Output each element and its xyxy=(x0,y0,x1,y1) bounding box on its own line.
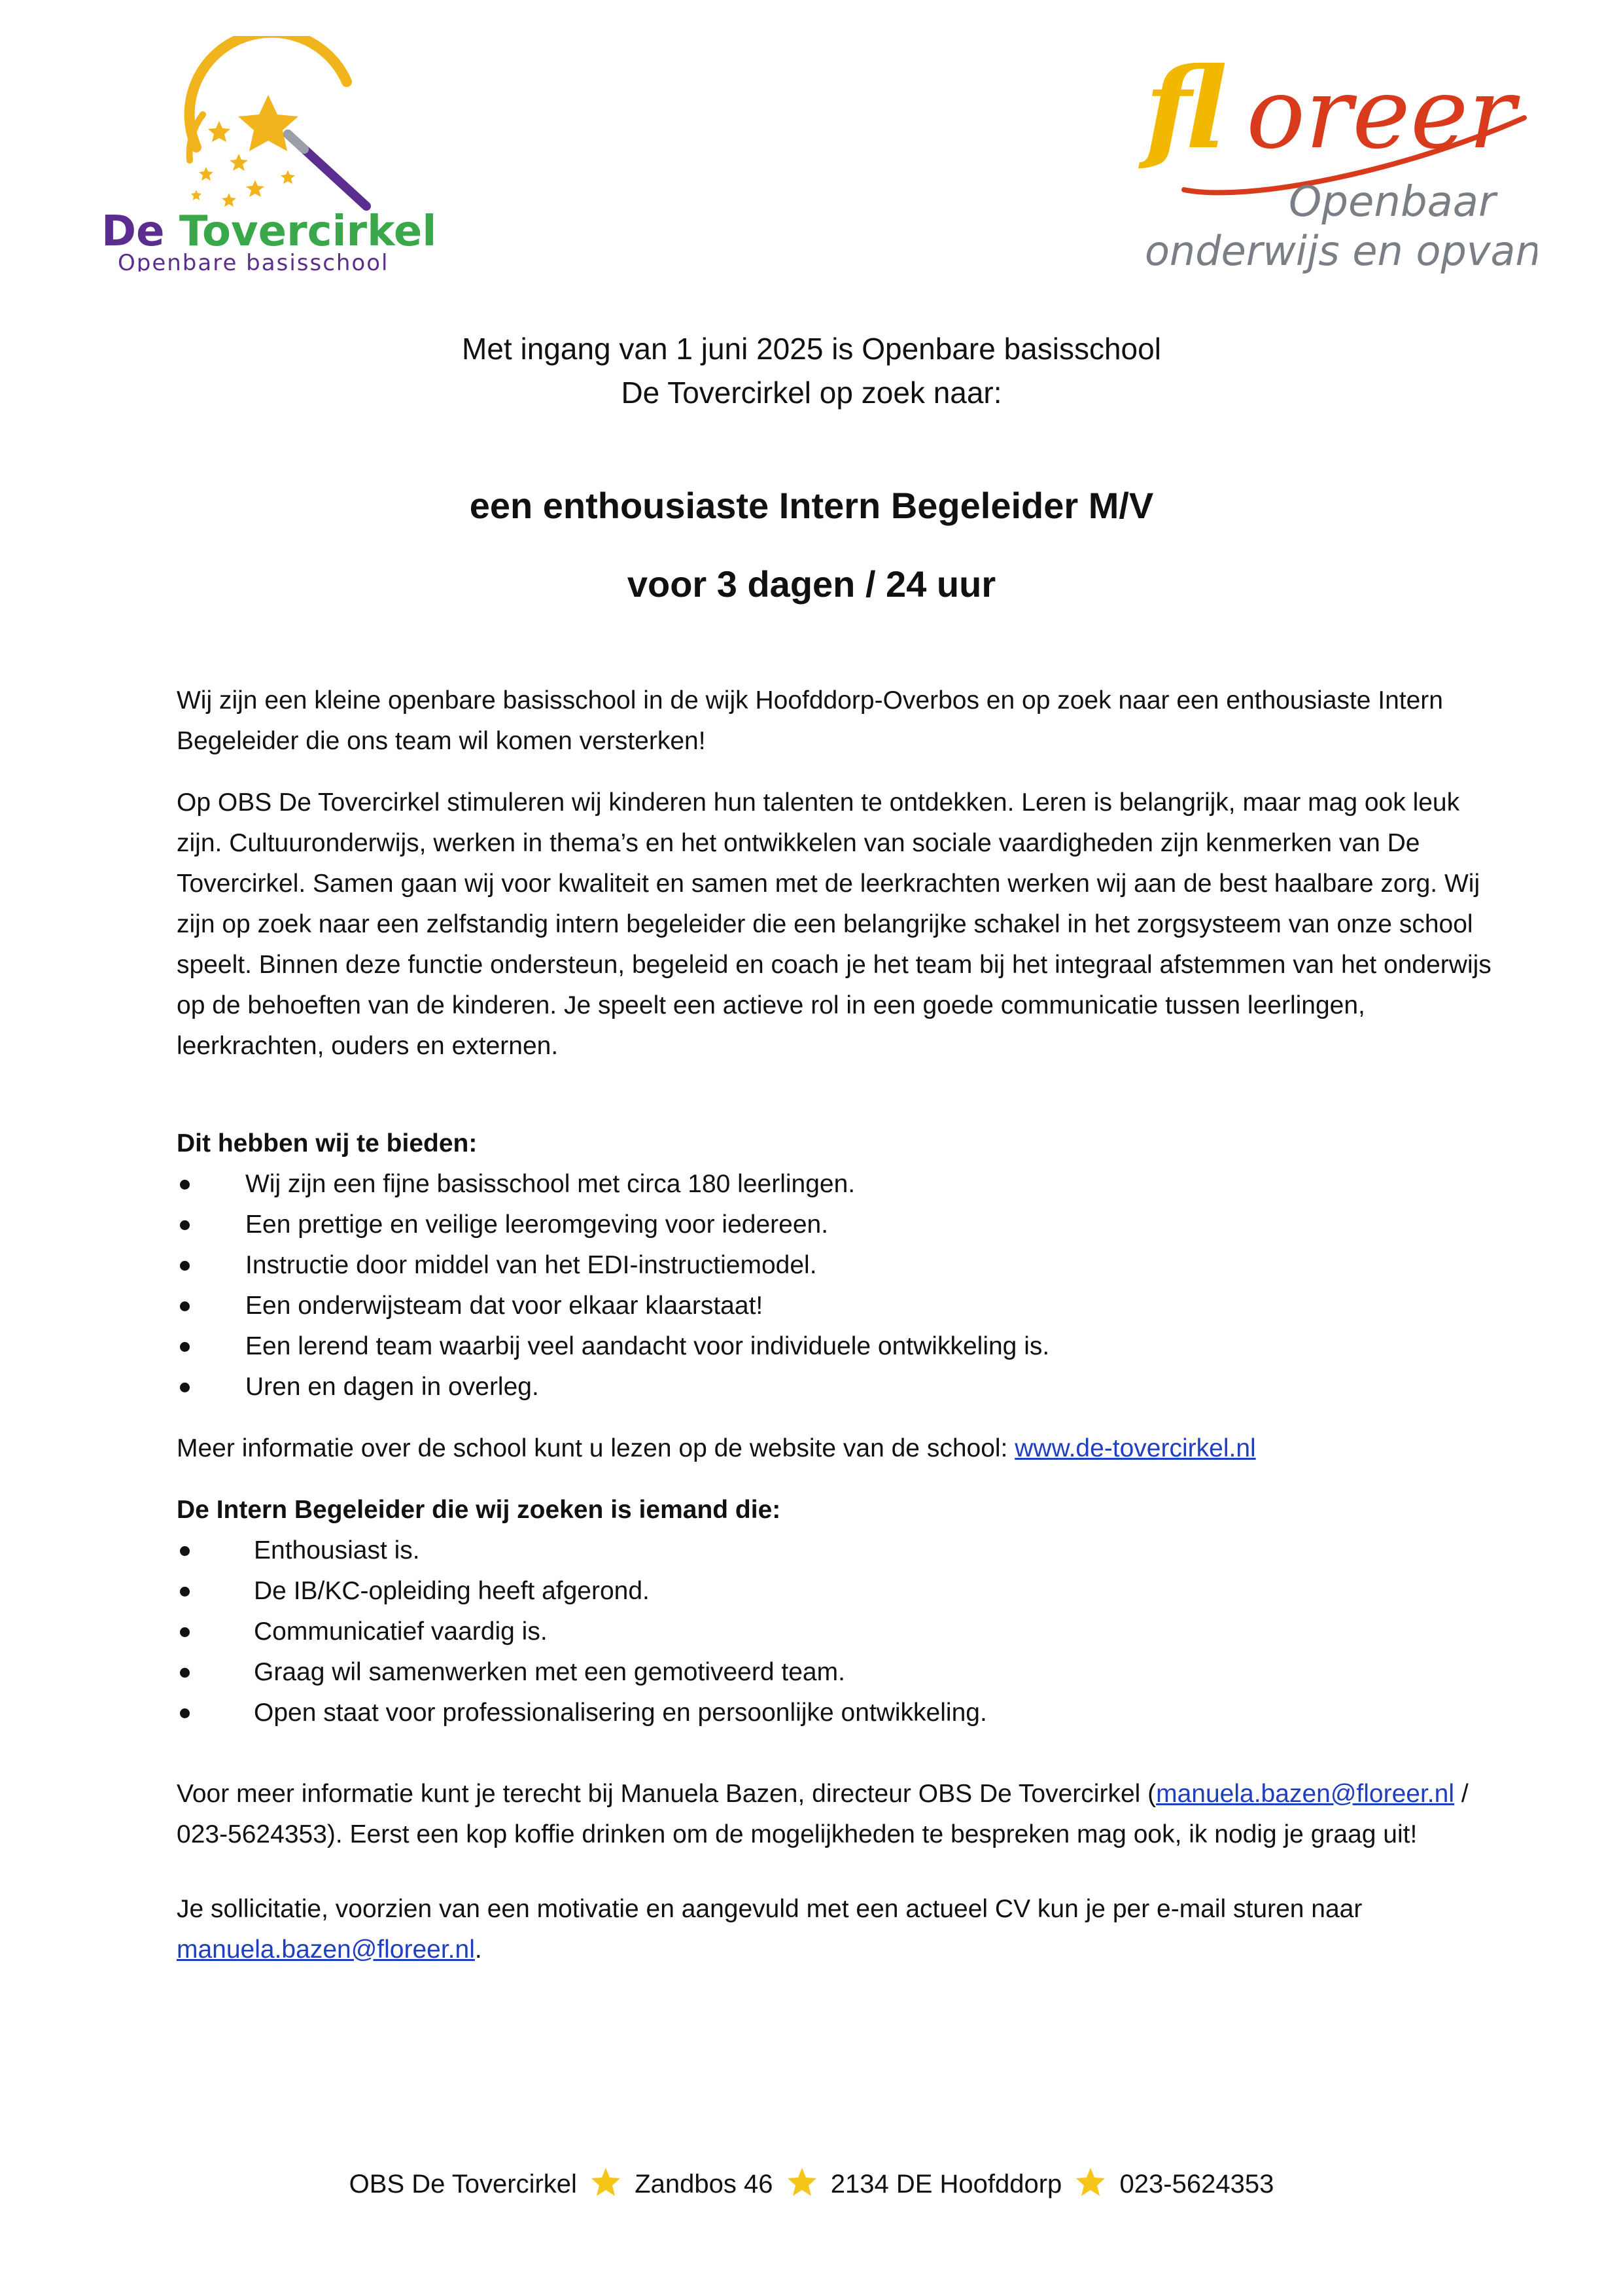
list-item: Wij zijn een fijne basisschool met circa 180 leerlingen. xyxy=(177,1164,1511,1205)
profile-list xyxy=(177,1530,1511,1733)
list-item: Een lerend team waarbij veel aandacht voor individuele ontwikkeling is. xyxy=(177,1326,1511,1367)
apply-end: . xyxy=(474,1935,482,1964)
list-item: Enthousiast is. xyxy=(177,1530,1511,1571)
list-item: Een prettige en veilige leeromgeving voor iedereen. xyxy=(177,1205,1511,1245)
tovercirkel-logo-sub: Openbare basisschool xyxy=(118,250,389,272)
floreer-logo-mark xyxy=(1132,39,1537,288)
footer-city: 2134 DE Hoofddorp xyxy=(830,2170,1062,2199)
list-item: Een onderwijsteam dat voor elkaar klaarstaat! xyxy=(177,1286,1511,1326)
spacer xyxy=(177,1087,1511,1123)
offer-list xyxy=(177,1164,1511,1407)
paragraph-school: Op OBS De Tovercirkel stimuleren wij kinderen hun talenten te ontdekken. Leren is belangrijk, maar mag ook leuk zijn. Cultuuronderwijs, werken in thema’s en het ontwikkelen van sociale vaardigheden zijn kenmerken van De Tovercirkel. Samen gaan wij voor kwaliteit en samen met de leerkrachten werken wij aan de best haalbare zorg. Wij zijn op zoek naar een zelfstandig intern begeleider die een belangrijke schakel in het zorgsysteem van onze school speelt. Binnen deze functie ondersteun, begeleid en coach je het team bij het integraal afstemmen van het onderwijs op de behoeften van de kinderen. Je speelt een actieve rol in een goede communicatie tussen leerlingen, leerkrachten, ouders en externen. xyxy=(177,788,1492,1060)
offer-heading: Dit hebben wij te bieden: xyxy=(177,1129,478,1157)
intro xyxy=(0,327,1623,415)
apply-text: Je sollicitatie, voorzien van een motivatie en aangevuld met een actueel CV kun je per e-mail sturen naar xyxy=(177,1895,1363,1923)
tovercirkel-logo-mark xyxy=(92,36,445,272)
list-item: Graag wil samenwerken met een gemotiveerd team. xyxy=(177,1652,1511,1693)
footer xyxy=(0,2166,1623,2202)
paragraph-intro: Wij zijn een kleine openbare basisschool in de wijk Hoofddorp-Overbos en op zoek naar een enthousiaste Intern Begeleider die ons team wil komen versterken! xyxy=(177,686,1443,755)
floreer-logo-fl: fl xyxy=(1145,43,1226,174)
list-item: Communicatief vaardig is. xyxy=(177,1612,1511,1652)
tovercirkel-logo-name: De Tovercirkel xyxy=(101,207,437,256)
intro-line-2: De Tovercirkel op zoek naar: xyxy=(621,376,1002,410)
more-info-text: Meer informatie over de school kunt u lezen op de website van de school: xyxy=(177,1434,1015,1462)
contact-text-before: Voor meer informatie kunt je terecht bij Manuela Bazen, directeur OBS De Tovercirkel ( xyxy=(177,1780,1157,1808)
list-item: Uren en dagen in overleg. xyxy=(177,1367,1511,1407)
spacer xyxy=(177,1754,1511,1774)
list-item: Instructie door middel van het EDI-instructiemodel. xyxy=(177,1245,1511,1286)
contact-paragraph xyxy=(177,1774,1511,1855)
floreer-logo xyxy=(1132,39,1537,288)
vacancy-hours: voor 3 dagen / 24 uur xyxy=(627,563,996,605)
floreer-logo-line2: onderwijs en opvang xyxy=(1145,227,1537,275)
apply-paragraph xyxy=(177,1889,1511,1970)
contact-text-after: / 023-5624353). Eerst een kop koffie drinken om de mogelijkheden te bespreken mag ook, ik nodig je graag uit! xyxy=(177,1780,1469,1848)
more-info xyxy=(177,1428,1511,1469)
list-item: Open staat voor professionalisering en persoonlijke ontwikkeling. xyxy=(177,1693,1511,1733)
list-item: De IB/KC-opleiding heeft afgerond. xyxy=(177,1571,1511,1612)
floreer-logo-line1: Openbaar xyxy=(1289,178,1496,226)
vacancy-body xyxy=(177,680,1511,1991)
vacancy-title: een enthousiaste Intern Begeleider M/V xyxy=(469,485,1154,526)
contact-email-link[interactable]: manuela.bazen@floreer.nl xyxy=(1156,1780,1454,1808)
website-link[interactable]: www.de-tovercirkel.nl xyxy=(1015,1434,1256,1462)
apply-email-link[interactable]: manuela.bazen@floreer.nl xyxy=(177,1935,475,1964)
star-icon xyxy=(786,2166,818,2198)
star-icon xyxy=(589,2166,622,2198)
floreer-logo-oreer: oreer xyxy=(1246,57,1516,171)
footer-phone: 023-5624353 xyxy=(1119,2170,1274,2199)
footer-street: Zandbos 46 xyxy=(635,2170,773,2199)
spacer xyxy=(177,1876,1511,1889)
tovercirkel-logo xyxy=(92,36,445,272)
footer-name: OBS De Tovercirkel xyxy=(349,2170,577,2199)
star-icon xyxy=(1074,2166,1107,2198)
intro-line-1: Met ingang van 1 juni 2025 is Openbare basisschool xyxy=(462,332,1161,366)
profile-heading: De Intern Begeleider die wij zoeken is iemand die: xyxy=(177,1496,781,1524)
